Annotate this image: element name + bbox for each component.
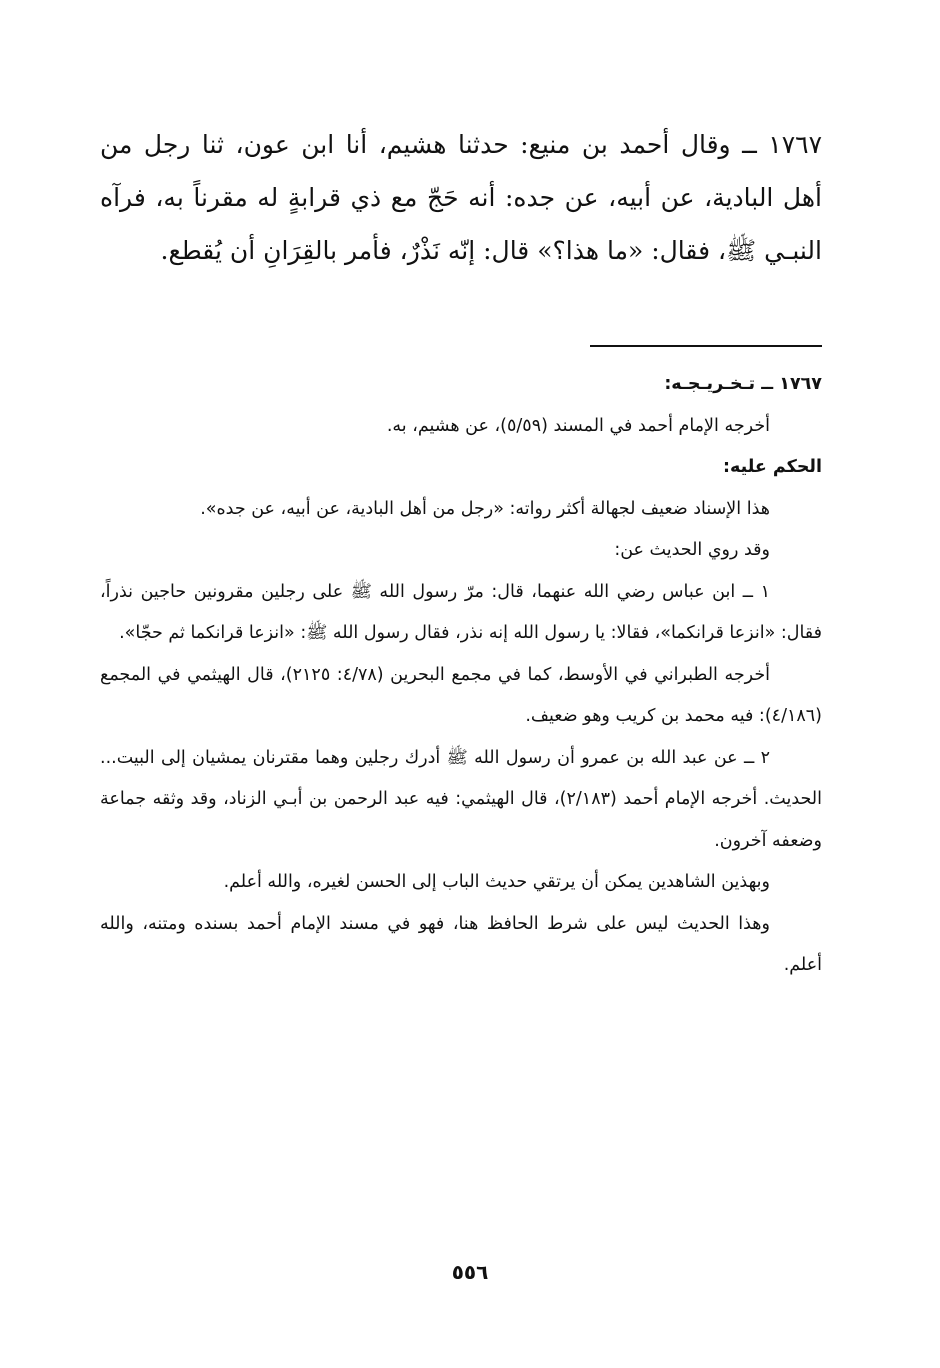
witness-abdullah-ibn-amr: ٢ ــ عن عبد الله بن عمرو أن رسول الله ﷺ أدرك رجلين وهما مقترنان يمشيان إلى البيت... الحديث. أخرجه الإمام أحمد (٢/١٨٣)، قال الهيثمي: فيه عبد الرحمن بن أبـي الزناد، وقد وثقه جماعة وضعفه آخرون. — [100, 747, 822, 851]
witness-ibn-abbas-takhrij: أخرجه الطبراني في الأوسط، كما في مجمع البحرين (٤/٧٨: ٢١٢٥)، قال الهيثمي في المجمع (٤/١٨٦): فيه محمد بن كريب وهو ضعيف. — [100, 664, 822, 726]
hukm-heading: الحكم عليه: — [722, 457, 822, 477]
conclusion-text: وبهذين الشاهدين يمكن أن يرتقي حديث الباب إلى الحسن لغيره، والله أعلم. — [223, 872, 770, 892]
hukm-text: هذا الإسناد ضعيف لجهالة أكثر رواته: «رجل من أهل البادية، عن أبيه، عن جده». — [200, 498, 770, 519]
witness-ibn-abbas: ١ ــ ابن عباس رضي الله عنهما، قال: مرّ رسول الله ﷺ على رجلين مقرونين حاجين نذراً، فقال: «انزعا قرانكما»، فقالا: يا رسول الله إنه نذر، فقال رسول الله ﷺ: «انزعا قرانكما ثم حجّا». — [100, 581, 822, 643]
takhrij-heading: ١٧٦٧ ــ تـخـريـجـه: — [664, 374, 822, 394]
commentary-section — [100, 364, 822, 987]
final-remark: وهذا الحديث ليس على شرط الحافظ هنا، فهو في مسند الإمام أحمد بسنده ومتنه، والله أعلم. — [100, 913, 822, 975]
riwayat-intro: وقد روي الحديث عن: — [614, 540, 770, 560]
hadith-text: ١٧٦٧ ــ وقال أحمد بن منيع: حدثنا هشيم، أنا ابن عون، ثنا رجل من أهل البادية، عن أبيه، عن جده: أنه حَجّ مع ذي قرابةٍ له مقرناً به، فرآه النبـي ﷺ، فقال: «ما هذا؟» قال: إنّه نَذْرٌ، فأمر بالقِرَانِ أن يُقطع. — [100, 130, 822, 265]
footnote-separator — [590, 345, 822, 347]
page-number: ٥٥٦ — [451, 1260, 489, 1284]
takhrij-text: أخرجه الإمام أحمد في المسند (٥/٥٩)، عن هشيم، به. — [386, 415, 770, 436]
